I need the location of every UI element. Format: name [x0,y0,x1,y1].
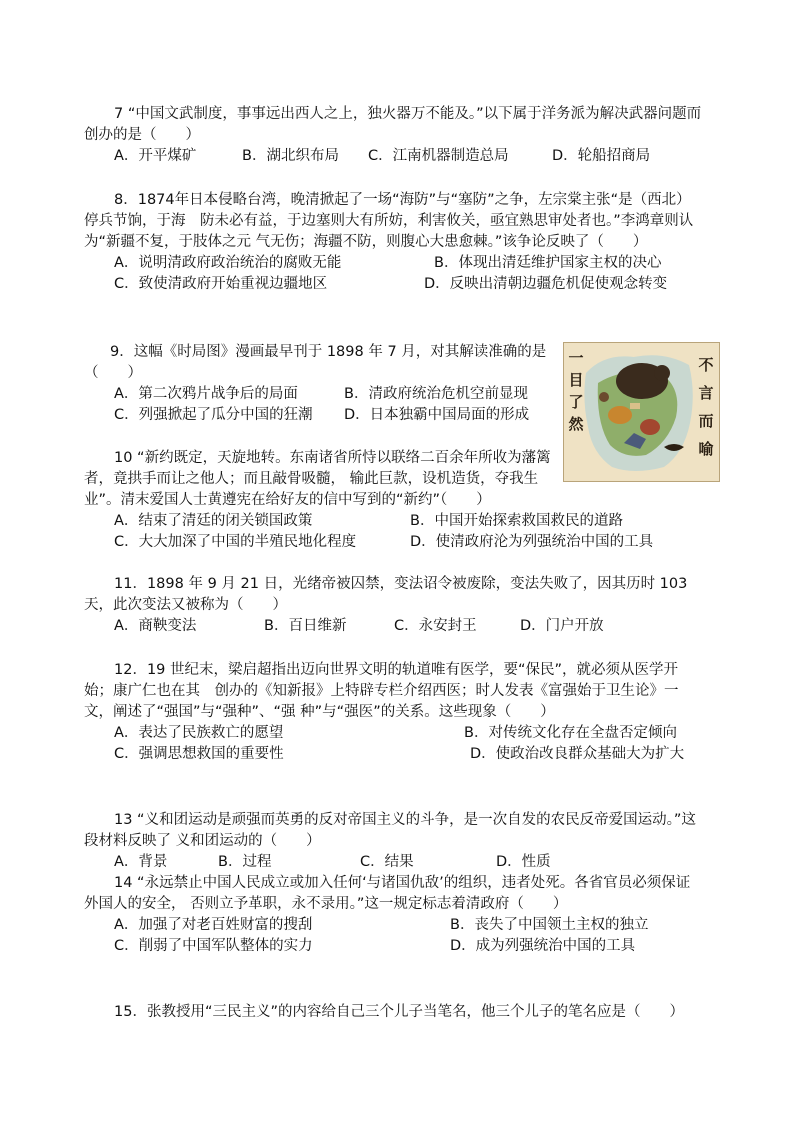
option-b[interactable]: B．过程 [218,854,272,870]
option-d[interactable]: D．门户开放 [520,618,604,634]
option-c[interactable]: C．结果 [360,854,414,870]
option-b[interactable]: B．湖北织布局 [242,148,339,164]
question-stem: 13 “义和团运动是顽强而英勇的反对帝国主义的斗争，是一次自发的农民反帝爱国运动。”这段材料反映了 义和团运动的（ ） [84,812,696,849]
caption-char: 而 [698,412,714,430]
option-b[interactable]: B．清政府统治危机空前显现 [344,386,528,402]
question-9 [84,342,562,426]
option-a[interactable]: A．结束了清廷的闭关锁国政策 [114,513,313,529]
question-stem: 15．张教授用“三民主义”的内容给自己三个儿子当笔名，他三个儿子的笔名应是（ ） [114,1004,684,1020]
caption-char: 了 [568,393,584,411]
question-10 [84,448,562,511]
cartoon-left-caption [566,347,586,435]
option-c[interactable]: C．致使清政府开始重视边疆地区 [114,276,328,292]
question-8 [84,190,704,295]
option-a[interactable]: A．表达了民族救亡的愿望 [114,725,284,741]
caption-char: 然 [568,415,584,433]
question-stem: 10 “新约既定，天旋地转。东南诸省所恃以联络二百余年所收为藩篱者，竟拱手而让之他人；而且敲骨吸髓， 输此巨款，设机造货，夺我生业”。清末爱国人士黄遵宪在给好友的信中写到的“新约”（ ） [84,450,551,508]
question-10-options [84,511,704,553]
option-d[interactable]: D．性质 [496,854,551,870]
question-stem: 14 “永远禁止中国人民成立或加入任何‘与诸国仇敌’的组织，违者处死。各省官员必须保证外国人的安全， 否则立予革职，永不录用。”这一规定标志着清政府（ ） [84,875,691,912]
question-11 [84,574,704,637]
option-a[interactable]: A．说明清政府政治统治的腐败无能 [114,255,342,271]
option-d[interactable]: D．使清政府沦为列强统治中国的工具 [410,534,654,550]
option-c[interactable]: C．削弱了中国军队整体的实力 [114,938,313,954]
option-d[interactable]: D．使政治改良群众基础大为扩大 [470,746,685,762]
question-stem: 11．1898 年 9 月 21 日，光绪帝被囚禁，变法诏令被废除，变法失败了，因其历时 103 天，此次变法又被称为（ ） [84,576,688,613]
option-a[interactable]: A．第二次鸦片战争后的局面 [114,386,298,402]
option-b[interactable]: B．对传统文化存在全盘否定倾向 [464,725,677,741]
option-a[interactable]: A．背景 [114,854,168,870]
question-7 [84,104,704,167]
caption-char: 喻 [698,440,714,458]
option-b[interactable]: B．体现出清廷维护国家主权的决心 [434,255,662,271]
caption-char: 不 [698,356,714,374]
option-d[interactable]: D．反映出清朝边疆危机促使观念转变 [424,276,668,292]
question-stem: 12．19 世纪末，梁启超指出迈向世界文明的轨道唯有医学，要“保民”，就必须从医学开始；康广仁也在其 创办的《知新报》上特辟专栏介绍西医；时人发表《富强始于卫生论》一文，阐述了“强国”与“强种”、“强 种”与“强医”的关系。这些现象（ ） [84,662,679,720]
option-c[interactable]: C．永安封王 [394,618,477,634]
question-15 [84,1002,704,1023]
option-d[interactable]: D．轮船招商局 [552,148,651,164]
shiju-tu-cartoon [563,342,720,482]
caption-char: 目 [568,371,584,389]
option-c[interactable]: C．列强掀起了瓜分中国的狂潮 [114,407,313,423]
option-c[interactable]: C．大大加深了中国的半殖民地化程度 [114,534,357,550]
caption-char: 一 [568,349,584,367]
option-a[interactable]: A．加强了对老百姓财富的搜刮 [114,917,313,933]
caption-char: 言 [698,384,714,402]
option-a[interactable]: A．开平煤矿 [114,148,197,164]
option-b[interactable]: B．丧失了中国领土主权的独立 [450,917,649,933]
question-stem: 8．1874年日本侵略台湾，晚清掀起了一场“海防”与“塞防”之争，左宗棠主张“是（西北）停兵节饷，于海 防未必有益，于边塞则大有所妨，利害攸关，亟宜熟思审处者也。”李鸿章则认为“新疆不复，于肢体之元 气无伤；海疆不防，则腹心大患愈棘。”该争论反映了（ ） [84,192,694,250]
option-b[interactable]: B．中国开始探索救国救民的道路 [410,513,623,529]
question-13 [84,810,704,873]
question-stem: 7 “中国文武制度，事事远出西人之上，独火器万不能及。”以下属于洋务派为解决武器问题而创办的是（ ） [84,106,702,143]
option-c[interactable]: C．江南机器制造总局 [368,148,509,164]
question-stem: 9．这幅《时局图》漫画最早刊于 1898 年 7 月，对其解读准确的是（ ） [84,344,547,381]
cartoon-right-caption [696,351,716,463]
option-d[interactable]: D．日本独霸中国局面的形成 [344,407,530,423]
option-b[interactable]: B．百日维新 [264,618,347,634]
option-d[interactable]: D．成为列强统治中国的工具 [450,938,636,954]
option-c[interactable]: C．强调思想救国的重要性 [114,746,284,762]
option-a[interactable]: A．商鞅变法 [114,618,197,634]
question-12 [84,660,704,765]
question-14 [84,873,704,957]
